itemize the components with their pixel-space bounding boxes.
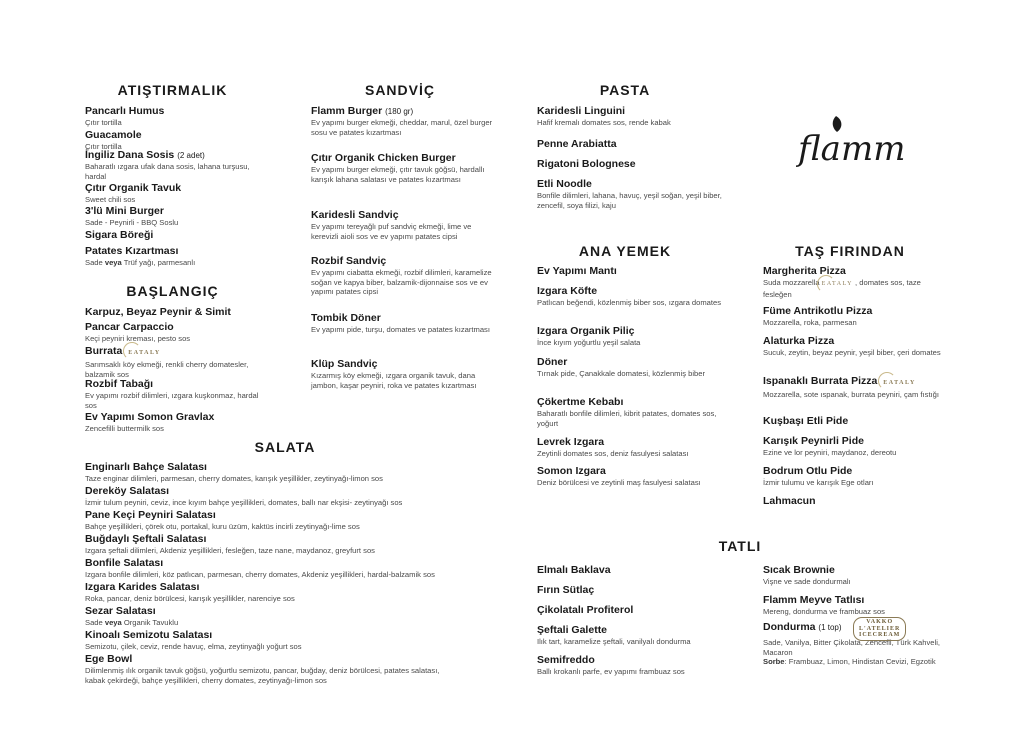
menu-item: [85, 653, 445, 687]
item-desc: Baharatlı ızgara ufak dana sosis, lahana turşusu, hardal: [85, 162, 250, 181]
item-name: [763, 375, 943, 390]
item-name-text: İngiliz Dana Sosis: [85, 149, 175, 161]
item-qty: (1 top): [818, 623, 842, 632]
item-name: Kuşbaşı Etli Pide: [763, 415, 849, 427]
item-desc: Ilık tart, karamelize şeftali, vanilyalı dondurma: [537, 637, 691, 646]
item-desc: [85, 258, 265, 268]
menu-item: [537, 584, 727, 604]
item-desc: Roka, pancar, deniz börülcesi, karışık yeşillikler, narenciye sos: [85, 594, 295, 603]
desc-part: Trüf yağı, parmesanlı: [121, 258, 196, 267]
item-name: Levrek Izgara: [537, 436, 605, 448]
menu-item: [537, 564, 727, 584]
item-desc: Izgara şeftali dilimleri, Akdeniz yeşillikleri, fesleğen, taze nane, maydanoz, greyfurt sos: [85, 546, 375, 555]
item-name: Rigatoni Bolognese: [537, 158, 636, 170]
item-desc: [85, 618, 505, 628]
menu-item: [537, 105, 722, 138]
desc-emphasis: veya: [104, 618, 122, 627]
item-name: Guacamole: [85, 129, 142, 141]
item-name: Pancar Carpaccio: [85, 321, 174, 333]
menu-item: [763, 335, 943, 375]
item-name: Pancarlı Humus: [85, 105, 165, 117]
item-desc: Ezine ve lor peyniri, maydanoz, dereotu: [763, 448, 897, 457]
menu-item: [311, 255, 493, 312]
item-desc: Patlıcan beğendi, közlenmiş biber sos, ızgara domates: [537, 298, 722, 307]
desc-emphasis: Sorbe: [763, 657, 785, 667]
item-desc: Sade - Peynirli - BBQ Soslu: [85, 218, 179, 227]
menu-item: [763, 265, 943, 305]
item-name: Semifreddo: [537, 654, 595, 666]
desc-part: Sade: [85, 258, 105, 267]
section-title-baslangic: BAŞLANGIÇ: [126, 283, 219, 299]
section-pasta: [537, 105, 722, 212]
menu-item: [537, 138, 722, 158]
eataly-logo: EATALY: [128, 347, 161, 360]
menu-item: [85, 581, 505, 605]
item-name: Çıtır Organik Chicken Burger: [311, 152, 456, 164]
item-desc: Ev yapımı tereyağlı puf sandviç ekmeği, lime ve kerevizli aioli sos ve ev yapımı patates cipsi: [311, 222, 472, 241]
item-name: Dereköy Salatası: [85, 485, 170, 497]
menu-item: [85, 105, 265, 129]
vakko-line: ICECREAM: [859, 632, 901, 638]
section-title-tas-firindan: TAŞ FIRINDAN: [795, 243, 905, 259]
item-name: Çikolatalı Profiterol: [537, 604, 634, 616]
menu-item: [311, 358, 493, 404]
item-name: Kinoalı Semizotu Salatası: [85, 629, 213, 641]
item-desc: Mozzarella, roka, parmesan: [763, 318, 857, 327]
item-qty: (2 adet): [177, 151, 205, 160]
menu-item: [537, 604, 727, 624]
item-name: [85, 345, 270, 360]
menu-item: [85, 229, 265, 245]
item-desc: Deniz börülcesi ve zeytinli maş fasulyesi salatası: [537, 478, 701, 487]
menu-item: [311, 209, 493, 255]
item-name: Rozbif Tabağı: [85, 378, 154, 390]
menu-item: [763, 495, 943, 511]
menu-item: [763, 594, 943, 621]
section-title-sandvic: SANDVİÇ: [364, 82, 435, 98]
item-name: Sıcak Brownie: [763, 564, 835, 576]
menu-item: [85, 306, 270, 321]
item-desc: Baharatlı bonfile dilimleri, kibrit patates, domates sos, yoğurt: [537, 409, 717, 428]
item-name: [85, 149, 265, 162]
item-name: Elmalı Baklava: [537, 564, 611, 576]
item-desc: Ev yapımı burger ekmeği, çıtır tavuk göğsü, hardallı karışık lahana salatası ve patates kızartması: [311, 165, 485, 184]
section-title-ana-yemek: ANA YEMEK: [578, 243, 672, 259]
vakko-line: VAKKO: [866, 619, 894, 625]
item-name: Şeftali Galette: [537, 624, 608, 636]
item-name: Enginarlı Bahçe Salatası: [85, 461, 207, 473]
menu-item: [311, 152, 493, 209]
section-tatli-right: [763, 564, 943, 691]
menu-item: [537, 436, 722, 465]
item-name: Çıtır Organik Tavuk: [85, 182, 182, 194]
vakko-line: L'ATELIER: [859, 625, 901, 632]
menu-item: [537, 325, 722, 356]
item-qty: (180 gr): [385, 107, 414, 116]
item-name: Ev Yapımı Mantı: [537, 265, 617, 277]
menu-item: [85, 321, 270, 345]
menu-item: [85, 345, 270, 378]
item-name: Pane Keçi Peyniri Salatası: [85, 509, 216, 521]
item-name: Margherita Pizza: [763, 265, 846, 277]
item-desc: Sweet chili sos: [85, 195, 136, 204]
item-name: Bonfile Salatası: [85, 557, 164, 569]
item-desc: Mozzarella, sote ıspanak, burrata peyniri, çam fıstığı: [763, 390, 939, 399]
menu-item: [85, 461, 505, 485]
vakko-logo: [853, 617, 906, 641]
menu-item: [85, 129, 265, 149]
item-desc: Ev yapımı burger ekmeği, cheddar, marul, özel burger sosu ve patates kızartması: [311, 118, 493, 137]
item-desc: Ev yapımı pide, turşu, domates ve patates kızartması: [311, 325, 490, 334]
item-desc: Izgara bonfile dilimleri, köz patlıcan, parmesan, cherry domates, Akdeniz yeşillikleri, hardal-balzamik sos: [85, 570, 435, 579]
item-name-text: Dondurma: [763, 621, 816, 633]
item-name: Sigara Böreği: [85, 229, 154, 241]
menu-item: [763, 415, 943, 435]
desc-part: Suda mozzarella: [763, 278, 822, 287]
eataly-logo: EATALY: [883, 377, 916, 390]
section-tatli-left: [537, 564, 727, 678]
item-desc: Vişne ve sade dondurmalı: [763, 577, 851, 586]
menu-item: [763, 465, 943, 495]
item-desc: Bahçe yeşillikleri, çörek otu, portakal, kuru üzüm, kaktüs incirli zeytinyağı-lime sos: [85, 522, 360, 531]
menu-item: [537, 158, 722, 178]
item-name: Çökertme Kebabı: [537, 396, 624, 408]
item-name: Izgara Karides Salatası: [85, 581, 200, 593]
menu-item: [85, 629, 505, 653]
item-desc: Çıtır tortilla: [85, 118, 122, 127]
menu-item: [85, 149, 265, 182]
item-desc: İnce kıyım yoğurtlu yeşil salata: [537, 338, 641, 347]
item-desc: [763, 278, 943, 299]
flamm-logo-icon: [796, 112, 906, 172]
section-title-pasta: PASTA: [599, 82, 651, 98]
section-title-tatli: TATLI: [718, 538, 762, 554]
item-name: Buğdaylı Şeftali Salatası: [85, 533, 207, 545]
menu-item: [537, 356, 722, 396]
item-desc: Ev yapımı ciabatta ekmeği, rozbif dilimleri, karamelize soğan ve kapya biber, balzamik-dijonnaise sos ve ev yapımı patates cipsi: [311, 268, 492, 297]
item-desc: Sucuk, zeytin, beyaz peynir, yeşil biber, çeri domates: [763, 348, 941, 357]
section-tas-firindan: [763, 265, 943, 511]
menu-item: [537, 396, 722, 436]
section-baslangic: [85, 306, 270, 435]
menu-item: [85, 509, 505, 533]
item-desc: Hafif kremalı domates sos, rende kabak: [537, 118, 671, 127]
item-name: Sezar Salatası: [85, 605, 156, 617]
menu-item: [85, 205, 265, 229]
desc-part: Organik Tavuklu: [121, 618, 179, 627]
item-desc: İzmir tulum peyniri, ceviz, ince kıyım bahçe yeşillikleri, domates, ballı nar ekşisi- zeytinyağı sos: [85, 498, 403, 507]
desc-part: : Frambuaz, Limon, Hindistan Cevizi, Egzotik: [784, 657, 936, 667]
menu-item: [537, 285, 722, 325]
menu-item: [763, 375, 943, 415]
item-name: Döner: [537, 356, 568, 368]
section-title-salata: SALATA: [254, 439, 316, 455]
item-desc: İzmir tulumu ve karışık Ege otları: [763, 478, 874, 487]
menu-item: [537, 465, 722, 499]
menu-item: [85, 557, 505, 581]
item-desc-sorbe: [763, 657, 943, 667]
menu-item: [763, 305, 943, 335]
item-desc: Bonfile dilimleri, lahana, havuç, yeşil soğan, yeşil biber, zencefil, soya filizi, kaju: [537, 191, 722, 210]
menu-item: [537, 265, 722, 285]
item-name: Izgara Köfte: [537, 285, 598, 297]
section-ana-yemek: [537, 265, 722, 499]
item-desc: Çıtır tortilla: [85, 142, 122, 151]
item-name-text: Ispanaklı Burrata Pizza: [763, 375, 878, 387]
item-desc: Zencefilli buttermilk sos: [85, 424, 164, 433]
section-sandvic: [311, 105, 493, 404]
item-name: Etli Noodle: [537, 178, 592, 190]
item-name: Rozbif Sandviç: [311, 255, 387, 267]
item-name: [311, 105, 493, 118]
item-desc: Sarımsaklı köy ekmeği, renkli cherry domatesler, balzamik sos: [85, 360, 249, 379]
item-desc: Zeytinli domates sos, deniz fasulyesi salatası: [537, 449, 689, 458]
desc-part: Sade: [85, 618, 105, 627]
item-name: Klüp Sandviç: [311, 358, 378, 370]
logo-text: flamm: [798, 129, 906, 169]
item-name: [763, 619, 943, 638]
menu-item: [311, 105, 493, 152]
item-name: Karidesli Linguini: [537, 105, 626, 117]
item-desc: Tırnak pide, Çanakkale domatesi, közlenmiş biber: [537, 369, 705, 378]
item-desc: Taze enginar dilimleri, parmesan, cherry domates, karışık yeşillikler, zeytinyağı-limon sos: [85, 474, 383, 483]
item-name: Karpuz, Beyaz Peynir & Simit: [85, 306, 231, 318]
section-atistirmalik: [85, 105, 265, 269]
menu-item: [85, 245, 265, 269]
menu-item: [85, 605, 505, 629]
item-desc: Kızarmış köy ekmeği, ızgara organik tavuk, dana jambon, kaşar peyniri, roka ve patates kızartması: [311, 371, 477, 390]
item-name: Patates Kızartması: [85, 245, 179, 257]
item-name: Karidesli Sandviç: [311, 209, 399, 221]
item-name: Fırın Sütlaç: [537, 584, 595, 596]
item-name: Izgara Organik Piliç: [537, 325, 635, 337]
desc-emphasis: veya: [104, 258, 122, 267]
item-name: Füme Antrikotlu Pizza: [763, 305, 873, 317]
menu-item: [85, 411, 270, 435]
item-name: Alaturka Pizza: [763, 335, 835, 347]
menu-item: [85, 485, 505, 509]
item-name: Ev Yapımı Somon Gravlax: [85, 411, 215, 423]
section-salata: [85, 461, 505, 687]
item-name-text: Burrata: [85, 345, 123, 357]
menu-item: [85, 182, 265, 205]
menu-item: [537, 178, 722, 212]
menu-item: [85, 533, 505, 557]
item-name: Penne Arabiatta: [537, 138, 617, 150]
menu-item: [311, 312, 493, 358]
item-desc: Ev yapımı rozbif dilimleri, ızgara kuşkonmaz, hardal sos: [85, 391, 259, 410]
item-name-text: Flamm Burger: [311, 105, 383, 117]
item-name: Lahmacun: [763, 495, 816, 507]
menu-item: [85, 378, 270, 411]
item-desc: Ballı krokanlı parfe, ev yapımı frambuaz sos: [537, 667, 685, 676]
menu-item: [537, 624, 727, 654]
item-name: Bodrum Otlu Pide: [763, 465, 853, 477]
flamm-logo: [796, 112, 906, 172]
menu-item: [763, 621, 943, 691]
item-name: Flamm Meyve Tatlısı: [763, 594, 865, 606]
item-desc: Sade, Vanilya, Bitter Çikolata, Zencefil, Türk Kahveli, Macaron: [763, 638, 940, 657]
item-desc: Keçi peyniri kreması, pesto sos: [85, 334, 191, 343]
menu-item: [763, 564, 943, 594]
eataly-logo: EATALY: [822, 280, 853, 290]
menu-item: [537, 654, 727, 678]
item-name: Ege Bowl: [85, 653, 133, 665]
item-name: Karışık Peynirli Pide: [763, 435, 864, 447]
desc-part: , domates sos, taze fesleğen: [763, 278, 921, 299]
item-desc: Mereng, dondurma ve frambuaz sos: [763, 607, 885, 616]
item-desc: Dilimlenmiş ılık organik tavuk göğsü, yoğurtlu semizotu, pancar, buğday, deniz börülcesi, patates salatası, kabak çekirdeği, bahçe yeşillikleri, cherry domates, zeytinyağı-limon sos: [85, 666, 440, 685]
section-title-atistirmalik: ATIŞTIRMALIK: [117, 82, 228, 98]
item-name: Somon Izgara: [537, 465, 606, 477]
item-name: 3'lü Mini Burger: [85, 205, 164, 217]
item-desc: Semizotu, çilek, ceviz, rende havuç, elma, zeytinyağlı yoğurt sos: [85, 642, 302, 651]
menu-item: [763, 435, 943, 465]
item-name: Tombik Döner: [311, 312, 381, 324]
